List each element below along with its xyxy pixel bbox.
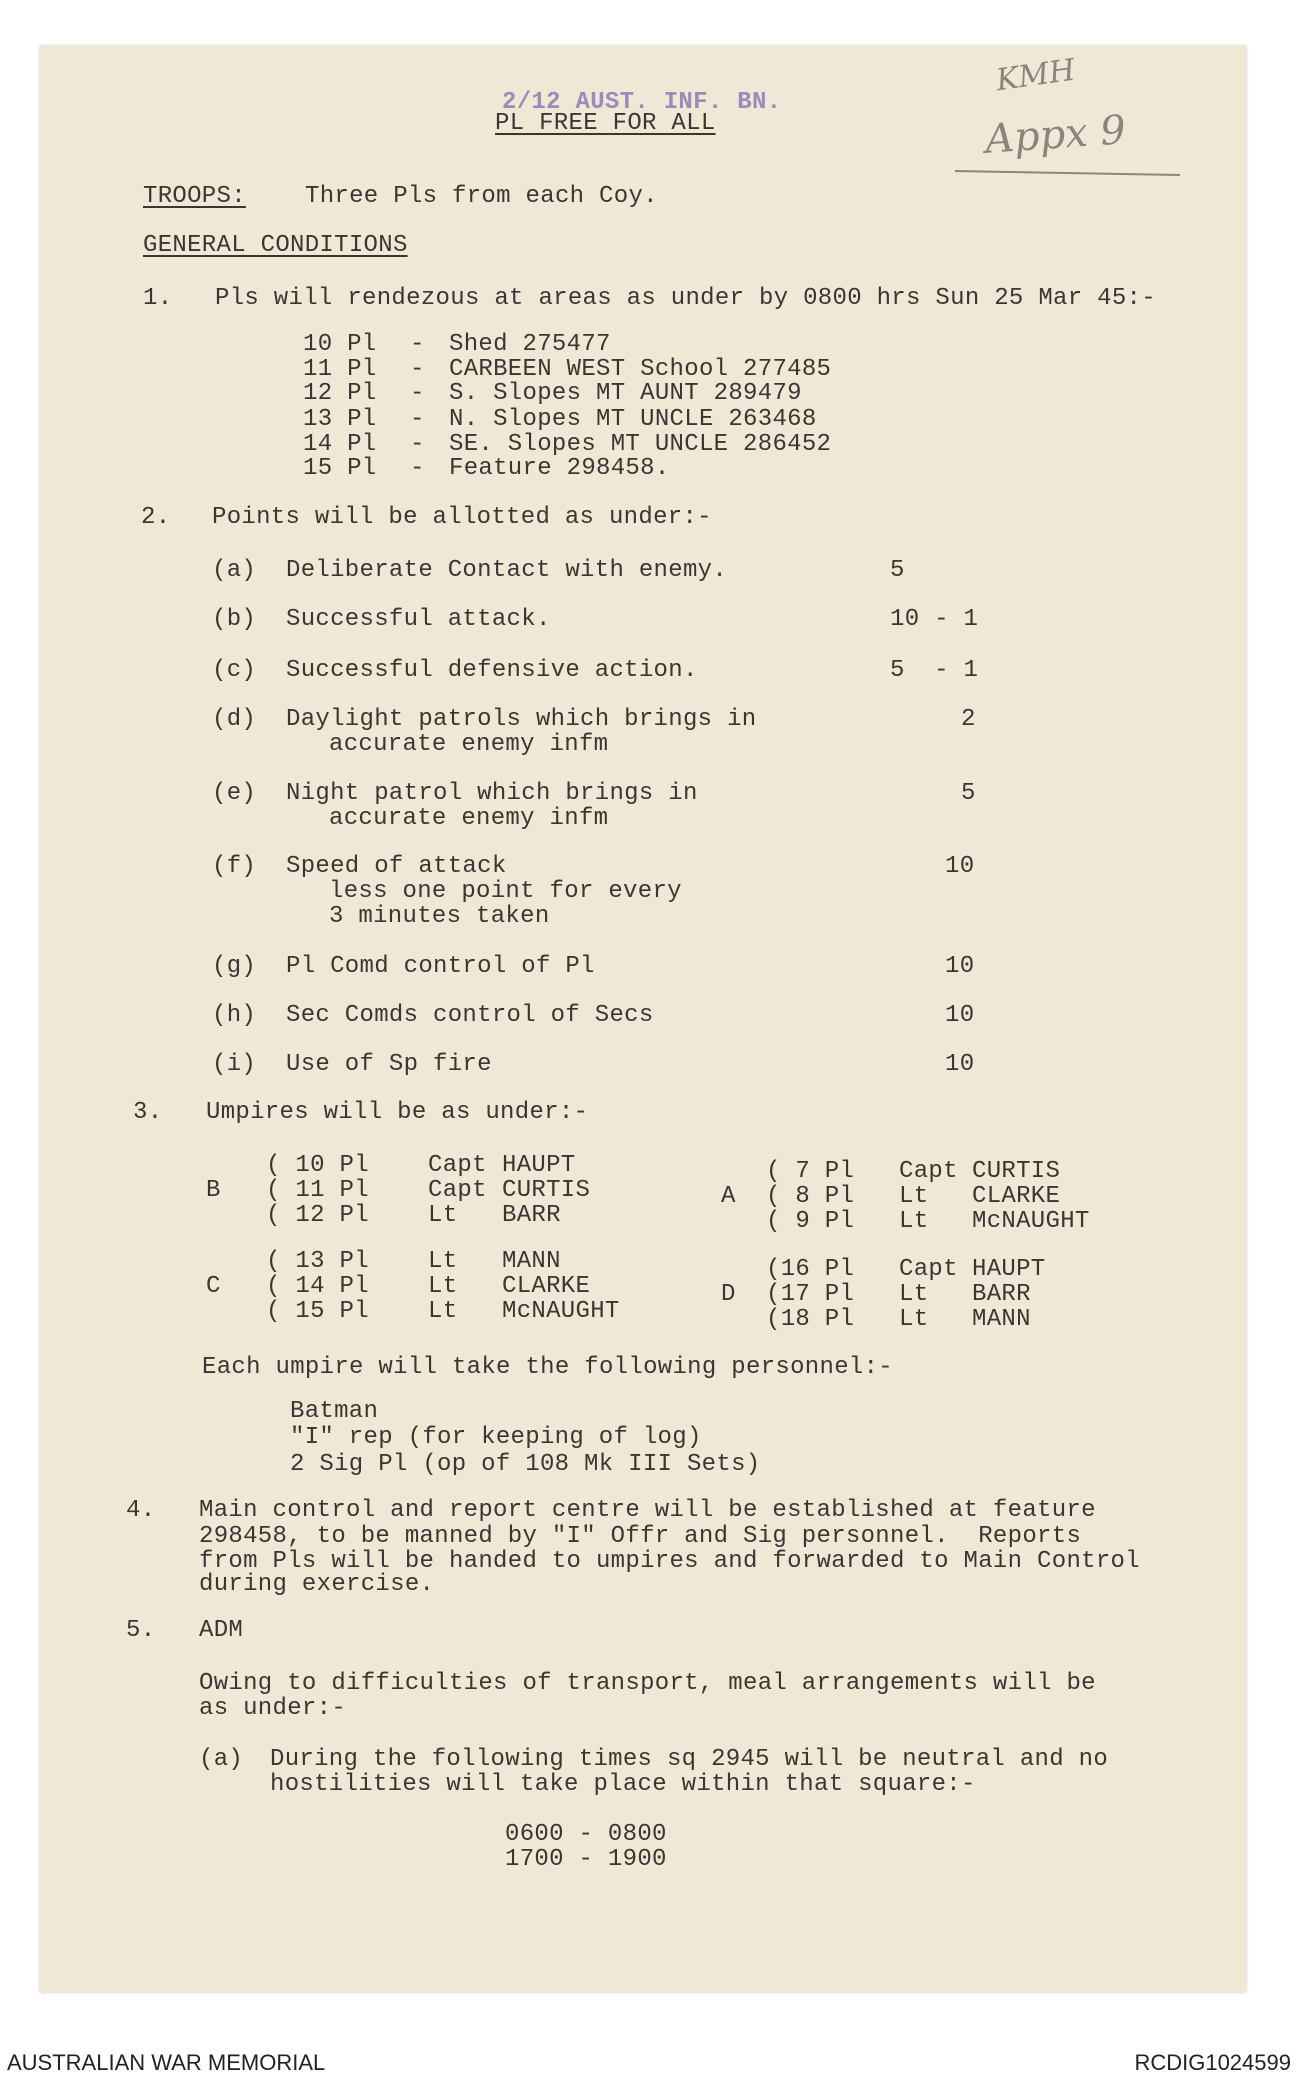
umpire-platoon: ( 14 Pl [266, 1273, 369, 1300]
rendezvous-platoon: 15 Pl [303, 455, 377, 482]
item-description: less one point for every [329, 878, 682, 905]
item-description: Successful defensive action. [286, 657, 698, 684]
handwritten-appendix: Appx 9 [983, 107, 1128, 163]
neutral-time: 1700 - 1900 [505, 1846, 667, 1873]
umpire-name: MANN [502, 1248, 561, 1275]
umpire-platoon: ( 7 Pl [766, 1158, 855, 1185]
item-letter: (c) [212, 657, 257, 684]
section1-text: Pls will rendezous at areas as under by 0800 hrs Sun 25 Mar 45:- [215, 285, 1156, 312]
item-description: Successful attack. [286, 606, 551, 633]
umpire-rank: Capt [899, 1158, 958, 1185]
umpire-name: MANN [972, 1306, 1031, 1333]
item-points: 10 [945, 953, 975, 980]
item-description: Daylight patrols which brings in [286, 706, 757, 733]
handwritten-initials: KMH [993, 52, 1078, 99]
rendezvous-location: Feature 298458. [449, 455, 670, 482]
item-points: 10 - 1 [890, 606, 979, 633]
item-description: Night patrol which brings in [286, 780, 698, 807]
umpire-name: BARR [972, 1281, 1031, 1308]
item-description: 3 minutes taken [329, 903, 550, 930]
umpire-name: HAUPT [972, 1256, 1046, 1283]
item-points: 10 [945, 1051, 975, 1078]
unit-stamp: 2/12 AUST. INF. BN. [502, 89, 782, 116]
item-description: accurate enemy infm [329, 731, 609, 758]
item-points: 5 - 1 [890, 657, 979, 684]
umpire-name: CURTIS [972, 1158, 1061, 1185]
section5-heading: ADM [199, 1617, 244, 1644]
section-number: 4. [126, 1497, 156, 1524]
section3-text: Umpires will be as under:- [206, 1099, 589, 1126]
rendezvous-dash: - [410, 331, 425, 358]
item-letter: (b) [212, 606, 257, 633]
rendezvous-dash: - [410, 406, 425, 433]
rendezvous-dash: - [410, 455, 425, 482]
personnel-item: Batman [290, 1398, 379, 1425]
umpire-name: McNAUGHT [972, 1208, 1090, 1235]
umpire-rank: Lt [899, 1281, 929, 1308]
section5-intro: Owing to difficulties of transport, meal arrangements will be [199, 1670, 1096, 1697]
section-number: 3. [133, 1099, 163, 1126]
rendezvous-dash: - [410, 431, 425, 458]
umpire-name: HAUPT [502, 1152, 576, 1179]
umpire-platoon: (16 Pl [766, 1256, 855, 1283]
item-letter: (e) [212, 780, 257, 807]
section-number: 1. [143, 285, 173, 312]
footer-id: RCDIG1024599 [1134, 2050, 1291, 2075]
rendezvous-platoon: 11 Pl [303, 356, 377, 383]
section5-a-line: hostilities will take place within that square:- [270, 1771, 976, 1798]
rendezvous-platoon: 12 Pl [303, 380, 377, 407]
rendezvous-location: Shed 275477 [449, 331, 611, 358]
item-letter: (g) [212, 953, 257, 980]
troops-text: Three Pls from each Coy. [305, 183, 658, 210]
item-letter: (a) [199, 1746, 244, 1773]
umpire-name: BARR [502, 1202, 561, 1229]
section4-line: during exercise. [199, 1571, 435, 1598]
umpire-name: CLARKE [502, 1273, 591, 1300]
rendezvous-dash: - [410, 356, 425, 383]
section2-text: Points will be allotted as under:- [212, 504, 712, 531]
company-letter: D [721, 1281, 736, 1308]
item-description: Sec Comds control of Secs [286, 1002, 654, 1029]
umpire-rank: Lt [899, 1306, 929, 1333]
rendezvous-location: CARBEEN WEST School 277485 [449, 356, 832, 383]
umpire-rank: Capt [428, 1177, 487, 1204]
umpire-rank: Lt [428, 1202, 458, 1229]
rendezvous-platoon: 10 Pl [303, 331, 377, 358]
section5-intro: as under:- [199, 1695, 347, 1722]
umpire-platoon: ( 8 Pl [766, 1183, 855, 1210]
rendezvous-location: N. Slopes MT UNCLE 263468 [449, 406, 817, 433]
item-letter: (i) [212, 1051, 257, 1078]
item-description: Use of Sp fire [286, 1051, 492, 1078]
item-letter: (f) [212, 853, 257, 880]
section-number: 2. [141, 504, 171, 531]
umpire-platoon: ( 9 Pl [766, 1208, 855, 1235]
general-conditions-heading: GENERAL CONDITIONS [143, 232, 408, 259]
personnel-item: 2 Sig Pl (op of 108 Mk III Sets) [290, 1451, 761, 1478]
umpire-platoon: ( 15 Pl [266, 1298, 369, 1325]
item-letter: (h) [212, 1002, 257, 1029]
section4-line: from Pls will be handed to umpires and forwarded to Main Control [199, 1548, 1140, 1575]
umpire-name: CURTIS [502, 1177, 591, 1204]
troops-label: TROOPS: [143, 183, 246, 210]
umpire-platoon: (17 Pl [766, 1281, 855, 1308]
rendezvous-platoon: 13 Pl [303, 406, 377, 433]
neutral-time: 0600 - 0800 [505, 1821, 667, 1848]
item-description: Speed of attack [286, 853, 507, 880]
section-number: 5. [126, 1617, 156, 1644]
personnel-intro: Each umpire will take the following personnel:- [202, 1354, 894, 1381]
item-points: 10 [945, 1002, 975, 1029]
umpire-platoon: ( 10 Pl [266, 1152, 369, 1179]
umpire-platoon: ( 11 Pl [266, 1177, 369, 1204]
company-letter: A [721, 1183, 736, 1210]
umpire-name: CLARKE [972, 1183, 1061, 1210]
rendezvous-dash: - [410, 380, 425, 407]
section4-line: 298458, to be manned by "I" Offr and Sig personnel. Reports [199, 1523, 1082, 1550]
item-points: 2 [961, 706, 976, 733]
umpire-rank: Lt [428, 1298, 458, 1325]
item-points: 5 [890, 557, 905, 584]
item-letter: (a) [212, 557, 257, 584]
umpire-name: McNAUGHT [502, 1298, 620, 1325]
umpire-rank: Lt [899, 1183, 929, 1210]
section5-a-line: During the following times sq 2945 will be neutral and no [270, 1746, 1109, 1773]
umpire-rank: Capt [428, 1152, 487, 1179]
item-description: Pl Comd control of Pl [286, 953, 595, 980]
company-letter: B [206, 1177, 221, 1204]
footer-source: AUSTRALIAN WAR MEMORIAL [7, 2050, 326, 2075]
item-letter: (d) [212, 706, 257, 733]
personnel-item: "I" rep (for keeping of log) [290, 1424, 702, 1451]
rendezvous-location: S. Slopes MT AUNT 289479 [449, 380, 802, 407]
document-title: PL FREE FOR ALL [495, 110, 716, 137]
item-points: 5 [961, 780, 976, 807]
company-letter: C [206, 1273, 221, 1300]
umpire-rank: Lt [899, 1208, 929, 1235]
umpire-platoon: ( 13 Pl [266, 1248, 369, 1275]
item-description: Deliberate Contact with enemy. [286, 557, 728, 584]
item-description: accurate enemy infm [329, 805, 609, 832]
umpire-rank: Lt [428, 1248, 458, 1275]
rendezvous-platoon: 14 Pl [303, 431, 377, 458]
umpire-rank: Lt [428, 1273, 458, 1300]
rendezvous-location: SE. Slopes MT UNCLE 286452 [449, 431, 832, 458]
umpire-rank: Capt [899, 1256, 958, 1283]
umpire-platoon: (18 Pl [766, 1306, 855, 1333]
section4-line: Main control and report centre will be established at feature [199, 1497, 1096, 1524]
umpire-platoon: ( 12 Pl [266, 1202, 369, 1229]
item-points: 10 [945, 853, 975, 880]
